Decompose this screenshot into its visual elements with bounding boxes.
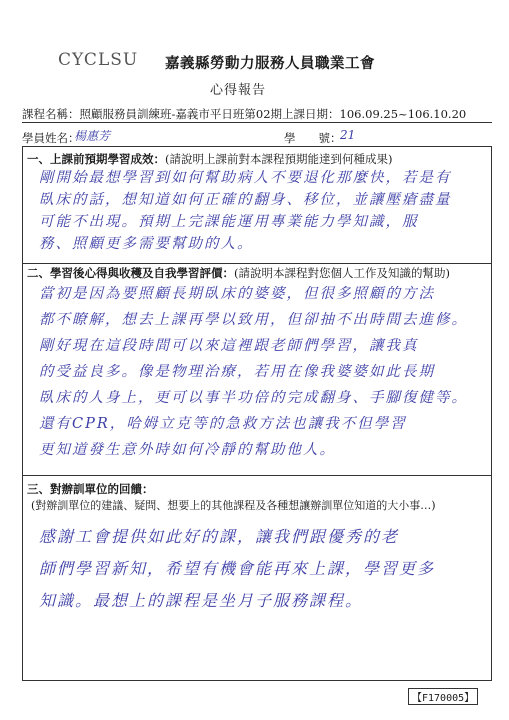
course-name: 照顧服務員訓練班-嘉義市平日班第02期 <box>79 107 283 121</box>
answer-line: 更知道發生意外時如何冷靜的幫助他人。 <box>39 442 336 458</box>
answer-line: 感謝工會提供如此好的課，讓我們跟優秀的老 <box>39 527 400 546</box>
report-box <box>22 146 492 681</box>
section-heading <box>23 151 491 167</box>
answer-line: 務、照顧更多需要幫助的人。 <box>39 236 254 252</box>
answer-line: 都不瞭解，想去上課再學以致用，但卻抽不出時間去進修。 <box>39 312 468 328</box>
answer-line: 剛好現在這段時間可以來這裡跟老師們學習，讓我真 <box>39 338 419 354</box>
divider <box>22 122 492 123</box>
answer-line: 的受益良多。像是物理治療，若用在像我婆婆如此長期 <box>39 364 435 380</box>
answer-line: 臥床的話，想知道如何正確的翻身、移位，並讓壓瘡盡量 <box>39 192 452 208</box>
union-logo <box>58 50 158 72</box>
course-line <box>22 106 466 122</box>
answer-line: 師們學習新知，希望有機會能再來上課，學習更多 <box>39 559 436 578</box>
section-title: 二、學習後心得與收穫及自我學習評價： <box>27 266 234 280</box>
answer-line: 當初是因為要照顧長期臥床的婆婆，但很多照顧的方法 <box>39 286 435 302</box>
section-hint: (對辦訓單位的建議、疑問、想要上的其他課程及各種想讓辦訓單位知道的大小事…) <box>31 499 436 512</box>
logo-text: CYCLSU <box>58 50 139 70</box>
section-title: 一、上課前預期學習成效： <box>27 152 165 166</box>
course-date: 106.09.25~106.10.20 <box>339 107 467 121</box>
student-name-label: 學員姓名： <box>22 131 80 145</box>
section-hint: (請說明上課前對本課程預期能達到何種成果) <box>165 152 393 166</box>
section-reflection <box>23 265 491 463</box>
section-heading <box>23 265 491 281</box>
document-title: 心得報告 <box>210 83 267 98</box>
section-divider <box>23 475 491 476</box>
answer-line: 還有CPR，哈姆立克等的急救方法也讓我不但學習 <box>39 416 407 432</box>
student-number-label: 學 號： <box>284 131 342 145</box>
student-number-handwritten: 21 <box>340 128 356 142</box>
section-hint: (請說明本課程對您個人工作及知識的幫助) <box>234 266 450 280</box>
student-name-handwritten: 楊惠芳 <box>74 129 111 143</box>
answer-line: 剛開始最想學習到如何幫助病人不要退化那麼快，若是有 <box>39 170 452 186</box>
handwritten-answer <box>23 167 491 255</box>
handwritten-answer <box>23 521 491 617</box>
form-code: 【F170005】 <box>408 688 478 705</box>
section-expectations <box>23 151 491 255</box>
answer-line: 可能不出現。預期上完課能運用專業能力學知識，服 <box>39 214 419 230</box>
section-feedback <box>23 481 491 617</box>
course-label: 課程名稱： <box>22 107 80 121</box>
handwritten-answer <box>23 281 491 463</box>
organization-name: 嘉義縣勞動力服務人員職業工會 <box>165 55 375 72</box>
section-heading: 三、對辦訓單位的回饋： <box>27 482 154 496</box>
answer-line: 知識。最想上的課程是坐月子服務課程。 <box>39 591 364 610</box>
answer-line: 臥床的人身上，更可以事半功倍的完成翻身、手腳復健等。 <box>39 390 468 406</box>
section-divider <box>23 263 491 264</box>
course-date-label: 上課日期： <box>282 107 340 121</box>
